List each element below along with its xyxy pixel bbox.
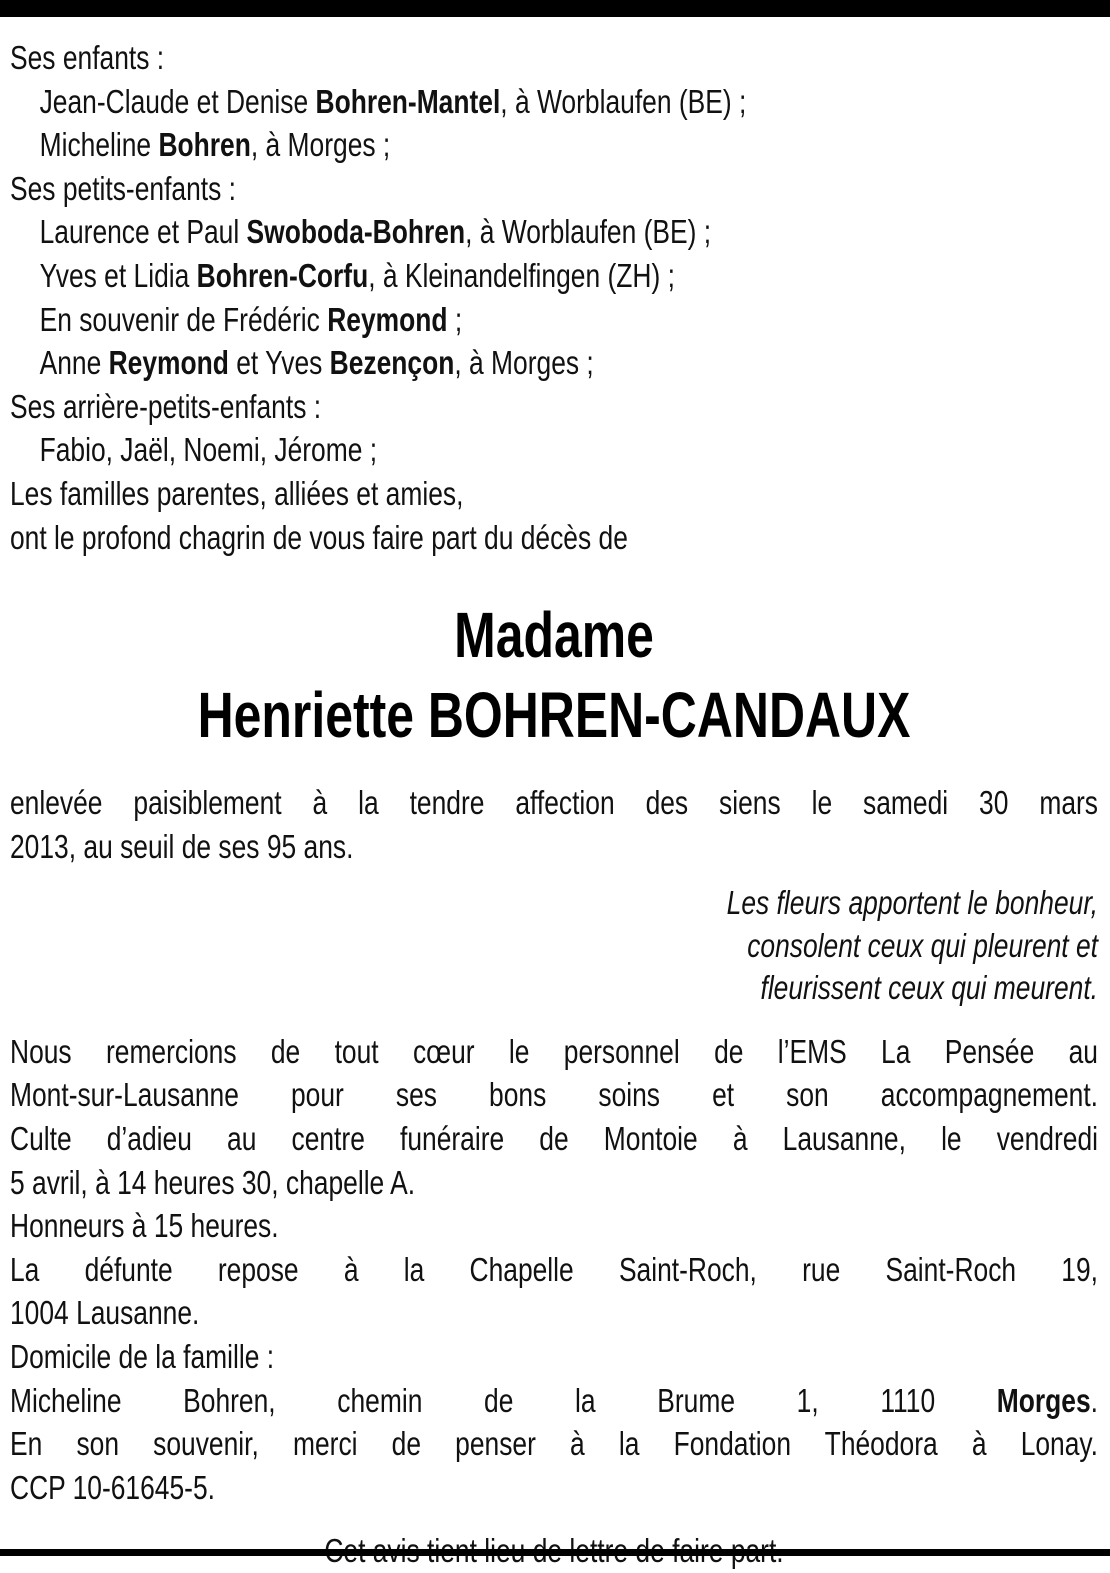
domicile-label: Domicile de la famille : [10,1337,275,1375]
announcement-line: ont le profond chagrin de vous faire part du décès de [10,518,628,556]
great-grandchildren-names: Fabio, Jaël, Noemi, Jérome ; [39,431,378,469]
death-notice-line: 2013, au seuil de ses 95 ans. [10,827,354,865]
grandchildren-label: Ses petits-enfants : [10,169,236,207]
donation-line: En son souvenir, merci de penser à la Fondation Théodora à Lonay. [10,1425,1098,1463]
repose-line: 1004 Lausanne. [10,1294,200,1332]
thanks-line: Nous remercions de tout cœur le personnel de l’EMS La Pensée au [10,1032,1098,1070]
obituary-notice [10,36,1098,1573]
ceremony-line: 5 avril, à 14 heures 30, chapelle A. [10,1163,416,1201]
poem-line: consolent ceux qui pleurent et [747,926,1098,964]
children-label: Ses enfants : [10,39,165,76]
domicile-address: Micheline Bohren, chemin de la Brume 1, 1110 Morges. [10,1381,1098,1419]
grandchild-entry: En souvenir de Frédéric Reymond ; [39,300,463,338]
child-entry: Micheline Bohren, à Morges ; [39,126,391,164]
grandchild-entry: Anne Reymond et Yves Bezençon, à Morges ; [39,344,594,382]
extended-family-line: Les familles parentes, alliées et amies, [10,474,464,512]
thanks-line: Mont-sur-Lausanne pour ses bons soins et son accompagnement. [10,1076,1098,1114]
child-entry: Jean-Claude et Denise Bohren-Mantel, à Worblaufen (BE) ; [39,82,747,120]
ccp-account: CCP 10-61645-5. [10,1468,215,1506]
poem [10,882,1098,1010]
grandchild-entry: Laurence et Paul Swoboda-Bohren, à Worblaufen (BE) ; [39,213,712,251]
bottom-border-bar [0,1549,1110,1556]
death-notice-line: enlevée paisiblement à la tendre affection des siens le samedi 30 mars [10,784,1098,822]
ceremony-line: Culte d’adieu au centre funéraire de Montoie à Lausanne, le vendredi [10,1120,1098,1157]
grandchild-entry: Yves et Lidia Bohren-Corfu, à Kleinandelfingen (ZH) ; [39,256,675,294]
top-border-bar [0,0,1110,17]
poem-line: Les fleurs apportent le bonheur, [726,884,1098,922]
poem-line: fleurissent ceux qui meurent. [760,969,1098,1007]
deceased-name-block [10,595,1098,755]
deceased-title: Madame [454,599,654,672]
deceased-name: Henriette BOHREN-CANDAUX [197,679,911,752]
honours-line: Honneurs à 15 heures. [10,1207,279,1245]
great-grandchildren-label: Ses arrière-petits-enfants : [10,387,322,425]
repose-line: La défunte repose à la Chapelle Saint-Roch, rue Saint-Roch 19, [10,1250,1098,1288]
